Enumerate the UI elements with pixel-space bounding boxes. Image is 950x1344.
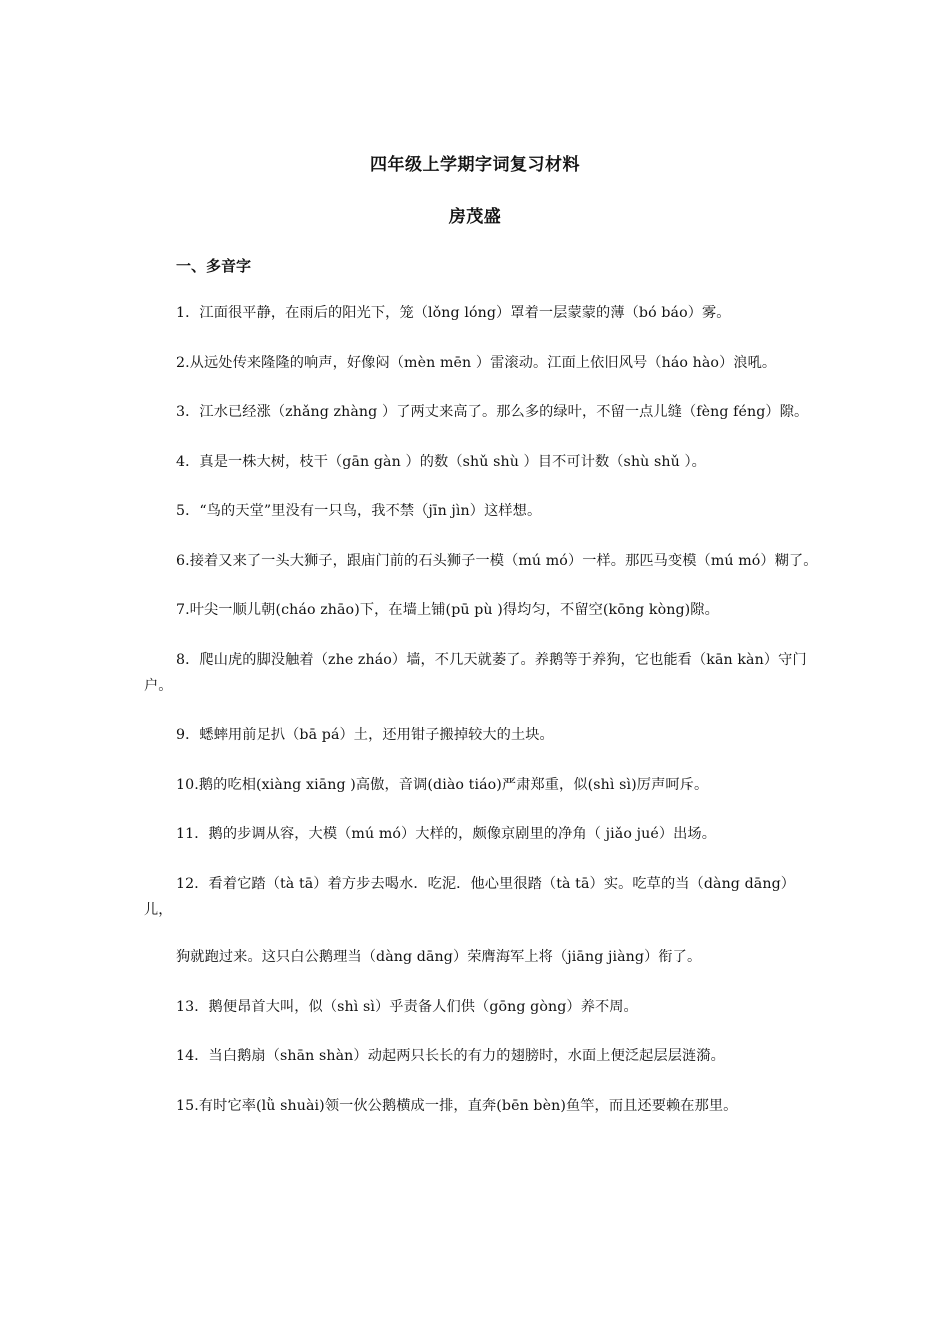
list-item: 4．真是一株大树，枝干（gān gàn ）的数（shǔ shù ）目不可计数（shù shǔ ）。 — [176, 453, 706, 470]
section-heading: 一、多音字 — [176, 257, 252, 275]
list-item: 11．鹅的步调从容，大模（mú mó）大样的，颇像京剧里的净角（ jiǎo jué）出场。 — [176, 826, 716, 842]
document-title: 四年级上学期字词复习材料 — [370, 155, 580, 175]
list-item: 2.从远处传来隆隆的响声，好像闷（mèn mēn ）雷滚动。江面上依旧风号（háo hào）浪吼。 — [176, 354, 777, 371]
list-item: 14．当白鹅扇（shān shàn）动起两只长长的有力的翅膀时，水面上便泛起层层涟漪。 — [176, 1048, 725, 1064]
list-item: 6.接着又来了一头大狮子，跟庙门前的石头狮子一模（mú mó）一样。那匹马变模（mú mó）糊了。 — [176, 552, 818, 569]
list-item: 3．江水已经涨（zhǎng zhàng ）了两丈来高了。那么多的绿叶，不留一点儿缝（fèng féng）隙。 — [176, 404, 809, 420]
list-item: 8．爬山虎的脚没触着（zhe zháo）墙，不几天就萎了。养鹅等于养狗，它也能看（kān kàn）守门户。 — [144, 651, 807, 694]
document-author: 房茂盛 — [448, 207, 502, 227]
list-item: 1．江面很平静，在雨后的阳光下，笼（lǒng lóng）罩着一层蒙蒙的薄（bó báo）雾。 — [176, 305, 731, 321]
list-item: 15.有时它率(lǜ shuài)领一伙公鹅横成一排，直奔(bēn bèn)鱼竿，而且还要赖在那里。 — [176, 1097, 738, 1114]
list-item: 12．看着它踏（tà tā）着方步去喝水．吃泥．他心里很踏（tà tā）实。吃草的当（dàng dāng）儿， — [144, 875, 796, 918]
list-item: 10.鹅的吃相(xiàng xiāng )高傲，音调(diào tiáo)严肃郑重，似(shì sì)厉声呵斥。 — [176, 776, 709, 793]
list-item: 9．蟋蟀用前足扒（bā pá）土，还用钳子搬掉较大的土块。 — [176, 727, 554, 743]
list-item: 狗就跑过来。这只白公鹅理当（dàng dāng）荣膺海军上将（jiāng jiàng）衔了。 — [176, 949, 702, 965]
list-item: 5．“鸟的天堂”里没有一只鸟，我不禁（jīn jìn）这样想。 — [176, 503, 542, 519]
item-list — [144, 300, 820, 1142]
list-item: 13．鹅便昂首大叫，似（shì sì）乎责备人们供（gōng gòng）养不周。 — [176, 998, 638, 1015]
list-item: 7.叶尖一顺儿朝(cháo zhāo)下，在墙上铺(pū pù )得均匀，不留空(kōng kòng)隙。 — [176, 602, 719, 618]
